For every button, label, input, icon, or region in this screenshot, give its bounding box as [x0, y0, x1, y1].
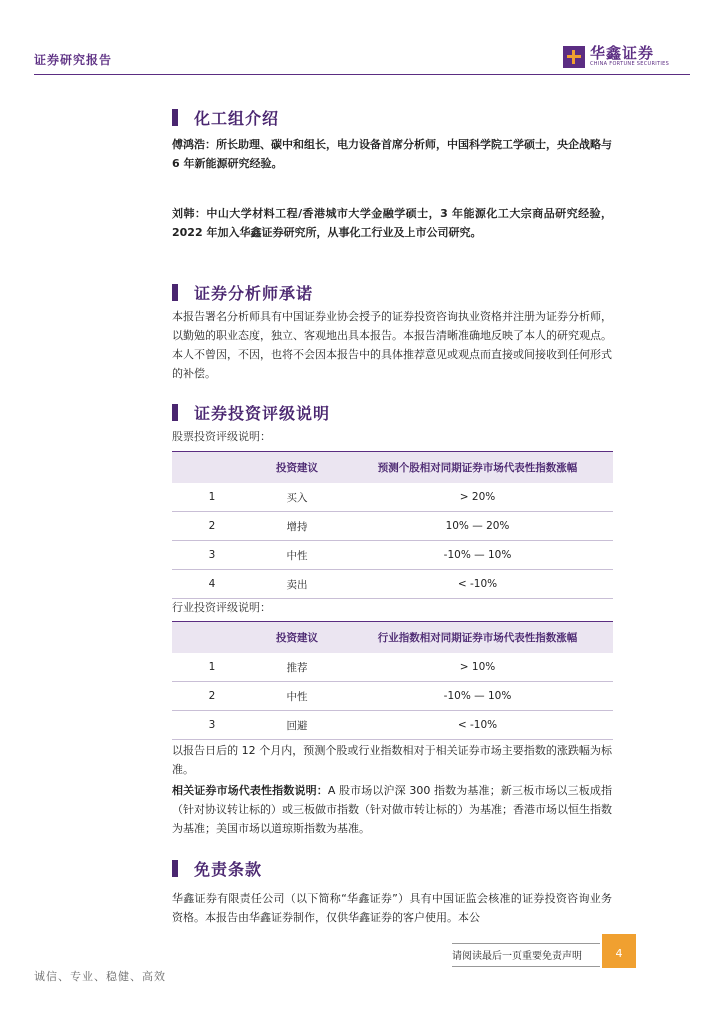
table-header-cell: [172, 622, 252, 654]
table-header-cell: [172, 452, 252, 484]
section-disclaimer: [172, 857, 262, 880]
industry-rating-label: 行业投资评级说明：: [172, 601, 271, 614]
section-title: 免责条款: [194, 860, 263, 879]
section-marker: [172, 284, 178, 301]
rating-range: > 10%: [342, 653, 613, 682]
industry-rating-table: [172, 621, 613, 740]
rating-rank: 1: [172, 653, 252, 682]
table-header-cell: 行业指数相对同期证券市场代表性指数涨幅: [342, 622, 613, 654]
rating-rank: 1: [172, 483, 252, 512]
section-rating: [172, 401, 330, 424]
rating-rank: 3: [172, 541, 252, 570]
rating-advice: 卖出: [252, 570, 342, 599]
rating-advice: 增持: [252, 512, 342, 541]
stock-rating-label: 股票投资评级说明：: [172, 430, 271, 443]
team-member-2: 刘韩：中山大学材料工程/香港城市大学金融学硕士，3 年能源化工大宗商品研究经验，2022 年加入华鑫证券研究所，从事化工行业及上市公司研究。: [172, 207, 612, 239]
stock-rating-table: [172, 451, 613, 599]
page-number: 4: [602, 934, 636, 968]
table-row: [172, 512, 613, 541]
section-title: 化工组介绍: [194, 109, 280, 128]
benchmark-description: [172, 781, 612, 838]
rating-advice: 回避: [252, 711, 342, 740]
table-row: [172, 711, 613, 740]
rating-range: -10% — 10%: [342, 541, 613, 570]
disclaimer-text: 华鑫证券有限责任公司（以下简称“华鑫证券”）具有中国证监会核准的证券投资咨询业务资格。本报告由华鑫证券制作，仅供华鑫证券的客户使用。本公: [172, 892, 612, 924]
benchmark-label: 相关证券市场代表性指数说明：: [172, 784, 328, 797]
rating-range: 10% — 20%: [342, 512, 613, 541]
section-marker: [172, 404, 178, 421]
company-logo: [563, 45, 669, 68]
footer-disclaimer-note: 请阅读最后一页重要免责声明: [452, 951, 582, 962]
rating-rank: 2: [172, 512, 252, 541]
footer-slogan: 诚信、专业、稳健、高效: [34, 970, 166, 983]
table-header-cell: 投资建议: [252, 622, 342, 654]
rating-range: < -10%: [342, 570, 613, 599]
table-header-cell: 预测个股相对同期证券市场代表性指数涨幅: [342, 452, 613, 484]
section-marker: [172, 109, 178, 126]
section-marker: [172, 860, 178, 877]
table-row: [172, 483, 613, 512]
rating-advice: 推荐: [252, 653, 342, 682]
rating-advice: 中性: [252, 682, 342, 711]
rating-rank: 4: [172, 570, 252, 599]
header-divider: [34, 74, 690, 75]
report-type-label: 证券研究报告: [34, 53, 113, 67]
table-row: [172, 570, 613, 599]
rating-rank: 3: [172, 711, 252, 740]
team-member-1: 傅鸿浩：所长助理、碳中和组长，电力设备首席分析师，中国科学院工学硕士，央企战略与 6 年新能源研究经验。: [172, 138, 612, 170]
table-row: [172, 541, 613, 570]
section-commitment: [172, 281, 313, 304]
rating-range: > 20%: [342, 483, 613, 512]
section-title: 证券投资评级说明: [194, 404, 331, 423]
logo-icon: [563, 46, 585, 68]
table-row: [172, 682, 613, 711]
rating-range: < -10%: [342, 711, 613, 740]
rating-range: -10% — 10%: [342, 682, 613, 711]
benchmark-text: A 股市场以沪深 300 指数为基准；新三板市场以三板成指（针对协议转让标的）或三板做市指数（针对做市转让标的）为基准；香港市场以恒生指数为基准；美国市场以道琼斯指数为基准。: [172, 784, 613, 835]
commitment-text: 本报告署名分析师具有中国证券业协会授予的证券投资咨询执业资格并注册为证券分析师，以勤勉的职业态度，独立、客观地出具本报告。本报告清晰准确地反映了本人的研究观点。本人不曾因，不因，也将不会因本报告中的具体推荐意见或观点而直接或间接收到任何形式的补偿。: [172, 310, 612, 380]
logo-name-en: CHINA FORTUNE SECURITIES: [590, 61, 670, 67]
table-header-cell: 投资建议: [252, 452, 342, 484]
rating-rank: 2: [172, 682, 252, 711]
logo-name-cn: 华鑫证券: [590, 44, 655, 62]
table-row: [172, 653, 613, 682]
rating-advice: 中性: [252, 541, 342, 570]
section-team: [172, 106, 279, 129]
section-title: 证券分析师承诺: [194, 284, 314, 303]
rating-period-note: 以报告日后的 12 个月内，预测个股或行业指数相对于相关证券市场主要指数的涨跌幅为标准。: [172, 744, 612, 776]
rating-advice: 买入: [252, 483, 342, 512]
